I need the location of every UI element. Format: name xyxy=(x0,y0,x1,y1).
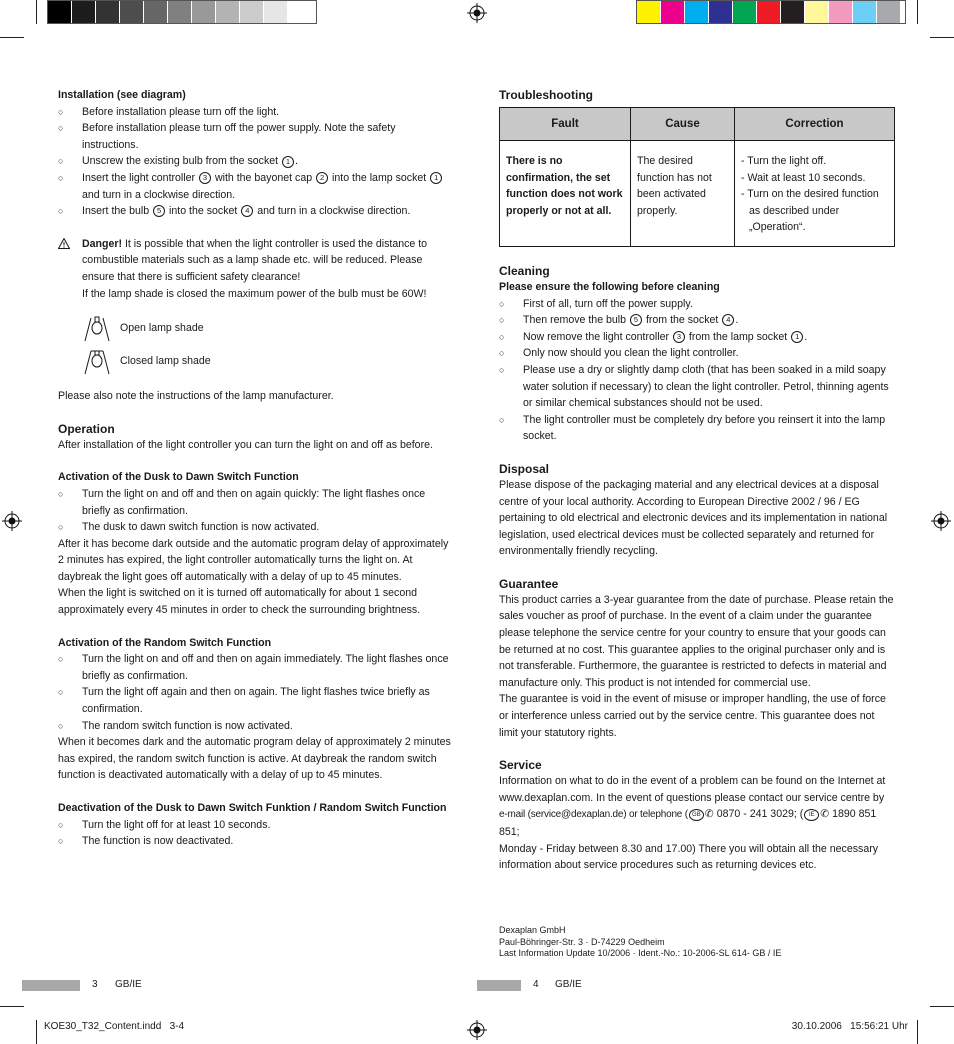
crop-mark xyxy=(917,0,918,24)
page-number-left: 3 xyxy=(92,979,98,990)
warning-triangle-icon xyxy=(58,238,70,249)
list-item: ○ Now remove the light controller 3 from the lamp socket 1 . xyxy=(499,329,896,346)
crop-mark xyxy=(36,0,37,24)
color-swatch xyxy=(685,1,709,23)
company-name: Dexaplan GmbH xyxy=(499,925,566,935)
list-item: ○ Unscrew the existing bulb from the socket 1 . xyxy=(58,153,454,170)
list-item: ○ The function is now deactivated. xyxy=(58,833,454,850)
danger-block xyxy=(58,236,454,302)
dusk-title: Activation of the Dusk to Dawn Switch Function xyxy=(58,471,299,484)
color-swatch xyxy=(240,1,264,23)
color-swatch xyxy=(829,1,853,23)
table-header-cause: Cause xyxy=(631,108,735,141)
color-swatch xyxy=(781,1,805,23)
number-1-icon: 1 xyxy=(430,172,442,184)
cleaning-list xyxy=(499,296,896,445)
service-contact: e-mail (service@dexaplan.de) or telephone ( GB ✆ 0870 - 241 3029; ( IE ✆ 1890 851 851; xyxy=(499,808,877,838)
number-4-icon: 4 xyxy=(241,205,253,217)
crop-mark xyxy=(930,1006,954,1007)
color-swatch xyxy=(877,1,901,23)
number-1-icon: 1 xyxy=(791,331,803,343)
table-header-fault: Fault xyxy=(500,108,631,141)
dusk-list xyxy=(58,486,454,536)
deactivation-list xyxy=(58,817,454,850)
open-lamp-shade-icon xyxy=(82,314,112,344)
registration-mark-icon xyxy=(931,511,951,531)
crop-mark xyxy=(36,1020,37,1044)
cause-cell: The desired function has not been activated properly. xyxy=(631,141,735,247)
list-item: ○ Turn the light on and off and then on again quickly: The light flashes once briefly as confirmation. xyxy=(58,486,454,519)
color-swatch xyxy=(192,1,216,23)
registration-mark-icon xyxy=(467,3,487,23)
list-item: ○ Turn the light off again and then on again. The light flashes twice briefly as confirmation. xyxy=(58,684,454,717)
list-item: ○ The dusk to dawn switch function is now activated. xyxy=(58,519,454,536)
page-lang-left: GB/IE xyxy=(115,979,142,990)
number-1-icon: 1 xyxy=(282,156,294,168)
operation-title: Operation xyxy=(58,421,115,436)
list-item: ○ First of all, turn off the power supply. xyxy=(499,296,896,313)
color-swatch xyxy=(216,1,240,23)
number-3-icon: 3 xyxy=(673,331,685,343)
list-item: ○ Only now should you clean the light controller. xyxy=(499,345,896,362)
list-item: ○ Insert the bulb 5 into the socket 4 and turn in a clockwise direction. xyxy=(58,203,454,220)
lamp-closed-label: Closed lamp shade xyxy=(120,355,211,368)
grayscale-bar xyxy=(47,0,317,24)
file-name: KOE30_T32_Content.indd 3-4 xyxy=(44,1021,185,1032)
number-4-icon: 4 xyxy=(722,314,734,326)
page-number-right: 4 xyxy=(533,979,539,990)
print-date: 30.10.2006 15:56:21 Uhr xyxy=(791,1021,908,1032)
closed-lamp-shade-icon xyxy=(82,347,112,377)
page-bar-left xyxy=(22,980,80,991)
company-street: Paul-Böhringer-Str. 3 · D-74229 Oedheim xyxy=(499,936,665,947)
disposal-title: Disposal xyxy=(499,461,550,476)
color-swatch xyxy=(168,1,192,23)
crop-mark xyxy=(917,1020,918,1044)
page-bar-right xyxy=(477,980,521,991)
color-swatch xyxy=(48,1,72,23)
color-swatch xyxy=(709,1,733,23)
list-item: ○ The random switch function is now activated. xyxy=(58,718,454,735)
left-column xyxy=(58,87,454,850)
installation-title: Installation (see diagram) xyxy=(58,89,186,101)
registration-mark-icon xyxy=(467,1020,487,1040)
page-lang-right: GB/IE xyxy=(555,979,582,990)
color-swatch xyxy=(733,1,757,23)
list-item: ○ Before installation please turn off the light. xyxy=(58,104,454,121)
cleaning-subtitle: Please ensure the following before cleaning xyxy=(499,280,720,293)
color-bar xyxy=(636,0,906,24)
address-block xyxy=(499,925,899,960)
list-item: ○ Please use a dry or slightly damp cloth (that has been soaked in a mild soapy water solution if necessary) to clean the light controller. Petrol, thinning agents or similar chemical substances should not be used. xyxy=(499,362,896,412)
crop-mark xyxy=(930,37,954,38)
color-swatch xyxy=(805,1,829,23)
danger-text: It is possible that when the light controller is used the distance to combustible materials such as a lamp shade etc. will be reduced. Please ensure that there is sufficient safety clearance! xyxy=(82,237,428,283)
color-swatch xyxy=(288,1,312,23)
operation-text: After installation of the light controller you can turn the light on and off as before. xyxy=(58,438,433,451)
list-item: ○ Insert the light controller 3 with the bayonet cap 2 into the lamp socket 1 and turn in a clockwise direction. xyxy=(58,170,454,203)
cleaning-title: Cleaning xyxy=(499,263,550,278)
number-3-icon: 3 xyxy=(199,172,211,184)
color-swatch xyxy=(264,1,288,23)
dusk-text-2: When the light is switched on it is turned off automatically for about 1 second approximately every 45 minutes in order to check the surrounding brightness. xyxy=(58,587,421,617)
color-swatch xyxy=(96,1,120,23)
service-title: Service xyxy=(499,758,542,773)
color-swatch xyxy=(853,1,877,23)
crop-mark xyxy=(0,37,24,38)
list-item: ○ Then remove the bulb 5 from the socket 4 . xyxy=(499,312,896,329)
color-swatch xyxy=(120,1,144,23)
guarantee-text: This product carries a 3-year guarantee from the date of purchase. Please retain the sales voucher as proof of purchase. In the event of a claim under the guarantee please telephone the service centre for your country to ensure that your goods can be returned at no cost. This guarantee applies to the original purchaser only and is not transferable. Furthermore, the guarantee is restricted to defects in material and manufacture only. This product is not intended for commercial use. xyxy=(499,593,894,689)
phone-icon: ✆ xyxy=(704,808,714,821)
crop-mark xyxy=(0,1006,24,1007)
info-update: Last Information Update 10/2006 · Ident.-No.: 10-2006-SL 614- GB / IE xyxy=(499,948,782,958)
random-list xyxy=(58,651,454,734)
lamp-closed-row xyxy=(58,345,454,378)
right-column xyxy=(499,87,896,874)
random-text: When it becomes dark and the automatic program delay of approximately 2 minutes has expired, the random switch function is active. At daybreak the random switch function is deactivated automatically with a delay of up to 45 minutes. xyxy=(58,736,451,782)
troubleshooting-table xyxy=(499,107,895,247)
random-title: Activation of the Random Switch Function xyxy=(58,636,272,649)
color-swatch xyxy=(757,1,781,23)
service-text: Information on what to do in the event of a problem can be found on the Internet at www.dexaplan.com. In the event of questions please contact our service centre by xyxy=(499,775,886,804)
color-swatch xyxy=(637,1,661,23)
phone-icon: ✆ xyxy=(820,808,830,821)
number-5-icon: 5 xyxy=(630,314,642,326)
disposal-text: Please dispose of the packaging material and any electrical devices at a disposal centre of your local authority. According to European Directive 2002 / 96 / EG pertaining to old electrical and electronic devices and its implementation in national legislation, used electrical devices must be collected separately and returned for environmentally friendly recycling. xyxy=(499,478,888,558)
guarantee-text-2: The guarantee is void in the event of misuse or improper handling, the use of force or interference unless carried out by the service centre. This guarantee does not limit your statutory rights. xyxy=(499,693,886,739)
lamp-open-label: Open lamp shade xyxy=(120,322,204,335)
fault-cell: There is no confirmation, the set function does not work properly or not at all. xyxy=(500,141,631,247)
color-swatch xyxy=(661,1,685,23)
danger-label: Danger! xyxy=(82,237,123,250)
gb-badge-icon: GB xyxy=(689,809,704,821)
installation-list xyxy=(58,104,454,220)
color-swatch xyxy=(144,1,168,23)
table-row xyxy=(500,141,895,247)
danger-text-2: If the lamp shade is closed the maximum power of the bulb must be 60W! xyxy=(82,287,427,300)
list-item: ○ Turn the light off for at least 10 seconds. xyxy=(58,817,454,834)
troubleshooting-title: Troubleshooting xyxy=(499,88,593,102)
list-item: ○ Turn the light on and off and then on again immediately. The light flashes once briefly as confirmation. xyxy=(58,651,454,684)
color-swatch xyxy=(72,1,96,23)
lamp-open-row xyxy=(58,312,454,345)
deactivation-title: Deactivation of the Dusk to Dawn Switch Funktion / Random Switch Function xyxy=(58,802,447,814)
number-5-icon: 5 xyxy=(153,205,165,217)
number-2-icon: 2 xyxy=(316,172,328,184)
manufacturer-note: Please also note the instructions of the lamp manufacturer. xyxy=(58,390,334,403)
guarantee-title: Guarantee xyxy=(499,576,559,591)
dusk-text: After it has become dark outside and the automatic program delay of approximately 2 minutes has expired, the light controller automatically turns the light on. At daybreak the light goes off automatically with a delay of up to 45 minutes. xyxy=(58,537,449,583)
correction-cell: - Turn the light off. - Wait at least 10 seconds. - Turn on the desired function as described under „Operation“. xyxy=(735,141,895,247)
registration-mark-icon xyxy=(2,511,22,531)
service-text-2: Monday - Friday between 8.30 and 17.00) There you will obtain all the necessary information about service procedures such as returning devices etc. xyxy=(499,842,879,872)
list-item: ○ Before installation please turn off the power supply. Note the safety instructions. xyxy=(58,120,454,153)
table-header-correction: Correction xyxy=(735,108,895,141)
ie-badge-icon: IE xyxy=(804,809,819,821)
list-item: ○ The light controller must be completely dry before you reinsert it into the lamp socket. xyxy=(499,412,896,445)
